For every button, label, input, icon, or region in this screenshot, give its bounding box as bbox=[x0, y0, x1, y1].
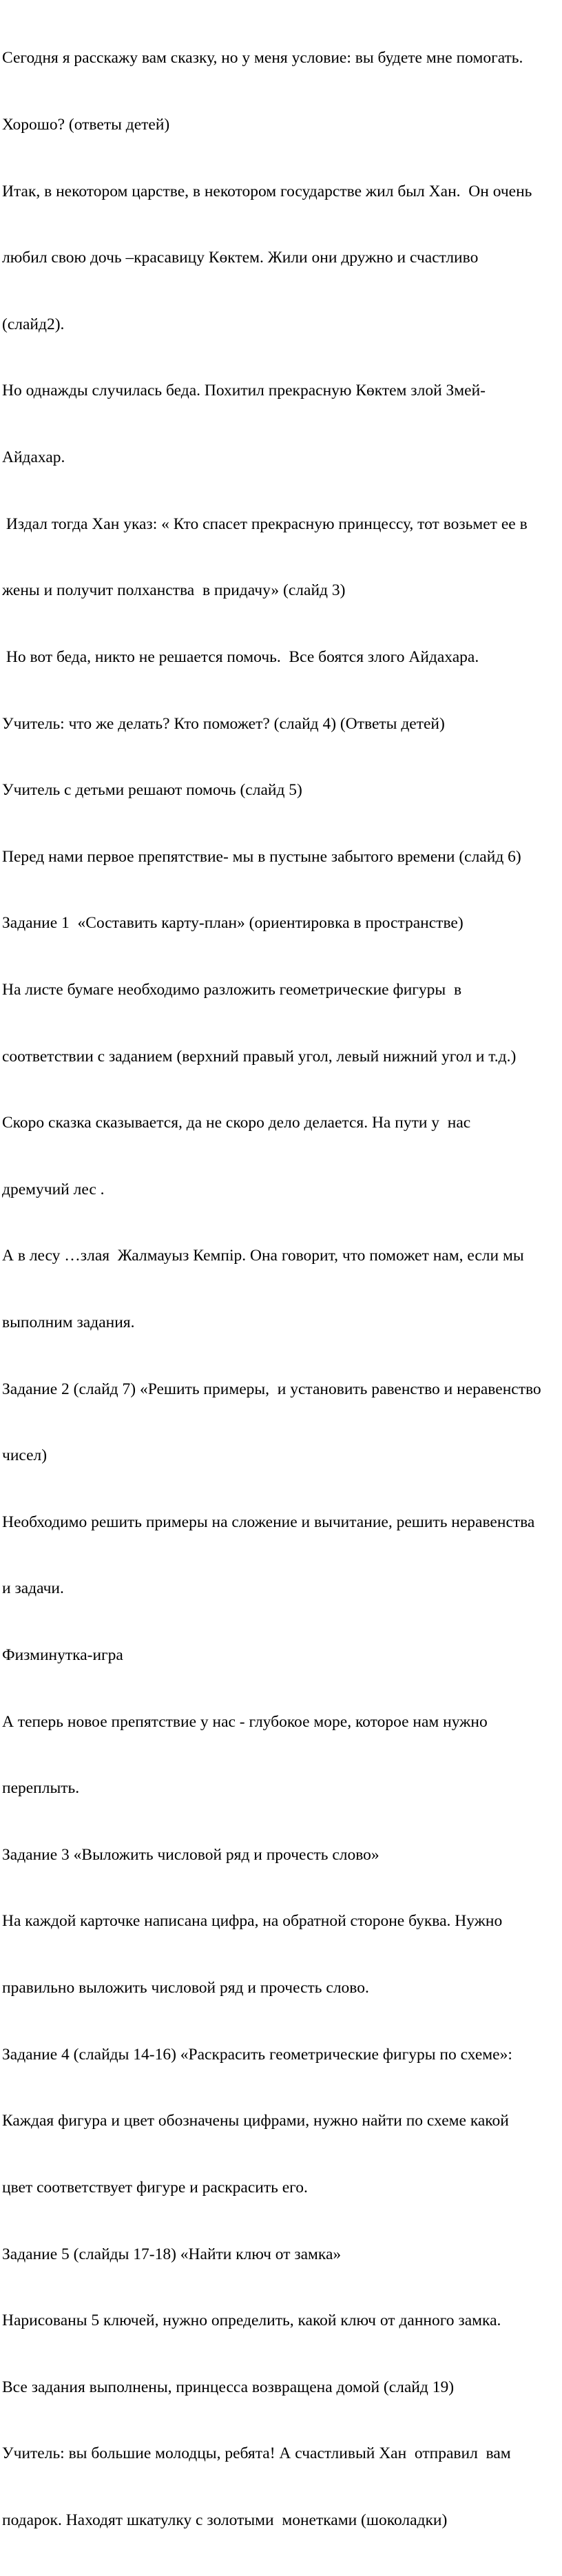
text-line: На листе бумаге необходимо разложить геометрические фигуры в bbox=[2, 980, 462, 999]
text-line: Задание 2 (слайд 7) «Решить примеры, и установить равенство и неравенство bbox=[2, 1380, 541, 1398]
text-line: А в лесу …злая Жалмауыз Кемпір. Она говорит, что поможет нам, если мы bbox=[2, 1247, 524, 1265]
text-line: цвет соответствует фигуре и раскрасить его. bbox=[2, 2178, 308, 2196]
text-line: Задание 1 «Составить карту-план» (ориентировка в пространстве) bbox=[2, 914, 464, 933]
text-line: Но вот беда, никто не решается помочь. Все боятся злого Айдахара. bbox=[2, 647, 479, 666]
text-line: А теперь новое препятствие у нас - глубокое море, которое нам нужно bbox=[2, 1712, 488, 1731]
text-line: Но однажды случилась беда. Похитил прекрасную Көктем злой Змей- bbox=[2, 382, 486, 400]
text-line: жены и получит полханства в придачу» (слайд 3) bbox=[2, 581, 346, 600]
text-line: Физминутка-игра bbox=[2, 1646, 123, 1665]
text-line: Учитель: что же делать? Кто поможет? (слайд 4) (Ответы детей) bbox=[2, 714, 445, 733]
text-line: любил свою дочь –красавицу Көктем. Жили они дружно и счастливо bbox=[2, 249, 479, 267]
text-line: На каждой карточке написана цифра, на обратной стороне буква. Нужно bbox=[2, 1912, 503, 1931]
text-line: Перед нами первое препятствие- мы в пустыне забытого времени (слайд 6) bbox=[2, 847, 521, 866]
text-line: Задание 3 «Выложить числовой ряд и прочесть слово» bbox=[2, 1845, 379, 1864]
text-line: Задание 5 (слайды 17-18) «Найти ключ от замка» bbox=[2, 2245, 342, 2263]
text-line: Издал тогда Хан указ: « Кто спасет прекрасную принцессу, тот возьмет ее в bbox=[2, 515, 528, 533]
text-line: Айдахар. bbox=[2, 448, 65, 467]
text-line: Сегодня я расскажу вам сказку, но у меня условие: вы будете мне помогать. bbox=[2, 49, 523, 67]
text-line: Учитель с детьми решают помочь (слайд 5) bbox=[2, 781, 302, 800]
text-line: чисел) bbox=[2, 1446, 48, 1465]
text-line: и задачи. bbox=[2, 1579, 64, 1598]
text-line: Необходимо решить примеры на сложение и вычитание, решить неравенства bbox=[2, 1513, 535, 1531]
text-line: правильно выложить числовой ряд и прочесть слово. bbox=[2, 1979, 369, 1997]
text-line: соответствии с заданием (верхний правый угол, левый нижний угол и т.д.) bbox=[2, 1047, 517, 1066]
text-line: выполним задания. bbox=[2, 1313, 135, 1331]
text-line: Все задания выполнены, принцесса возвращена домой (слайд 19) bbox=[2, 2378, 455, 2396]
text-line: Хорошо? (ответы детей) bbox=[2, 116, 170, 134]
text-line: (слайд2). bbox=[2, 315, 65, 333]
text-line: Нарисованы 5 ключей, нужно определить, какой ключ от данного замка. bbox=[2, 2312, 501, 2330]
text-line: дремучий лес . bbox=[2, 1180, 105, 1198]
text-line: Скоро сказка сказывается, да не скоро дело делается. На пути у нас bbox=[2, 1114, 471, 1132]
text-line: Учитель: вы большие молодцы, ребята! А счастливый Хан отправил вам bbox=[2, 2444, 511, 2463]
text-line: подарок. Находят шкатулку с золотыми монетками (шоколадки) bbox=[2, 2511, 448, 2529]
text-line: Каждая фигура и цвет обозначены цифрами, нужно найти по схеме какой bbox=[2, 2112, 509, 2130]
text-line: Задание 4 (слайды 14-16) «Раскрасить геометрические фигуры по схеме»: bbox=[2, 2045, 512, 2064]
text-line: Итак, в некотором царстве, в некотором государстве жил был Хан. Он очень bbox=[2, 182, 532, 200]
text-line: переплыть. bbox=[2, 1779, 80, 1798]
document-text bbox=[2, 3, 561, 2576]
